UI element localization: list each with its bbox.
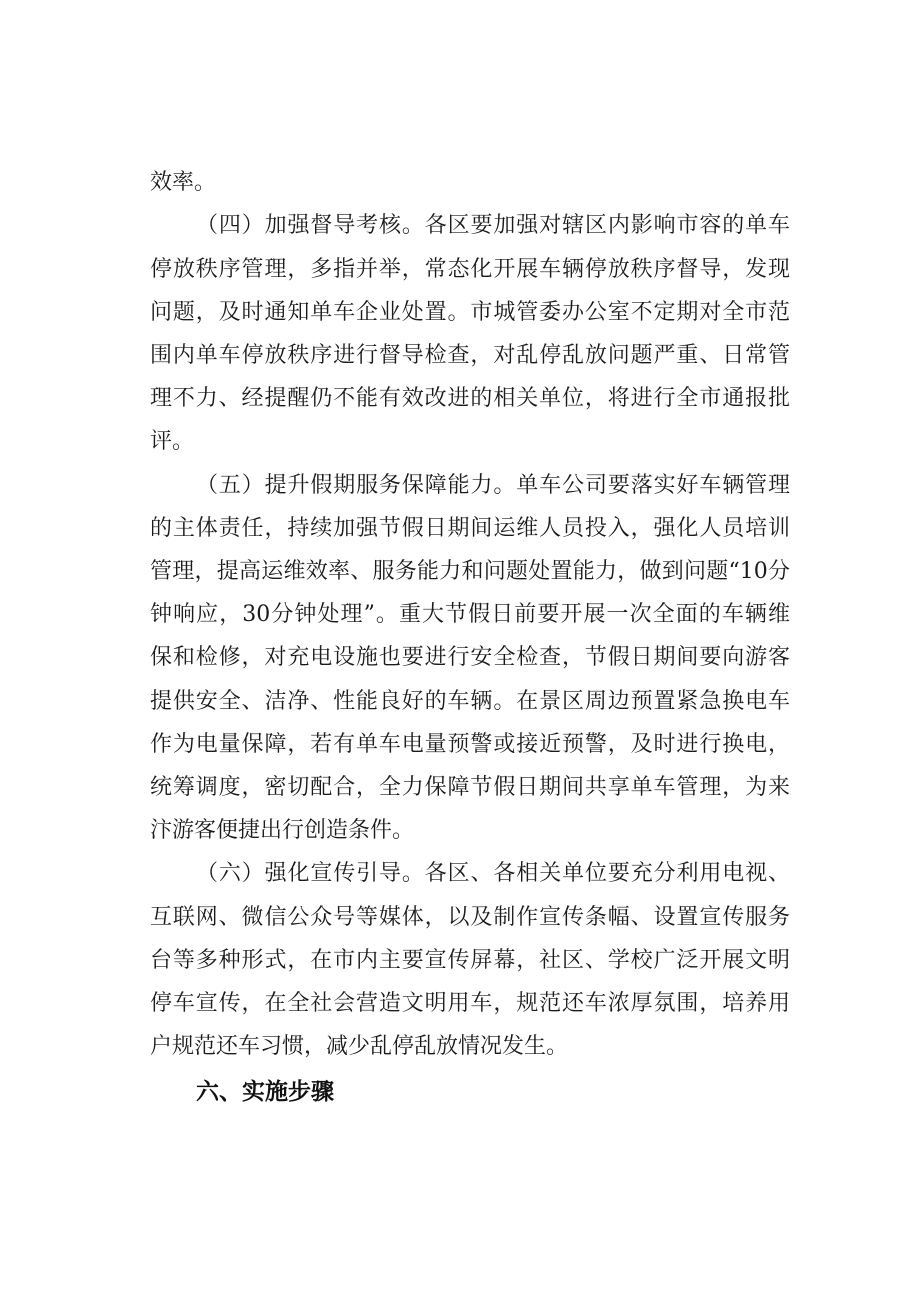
text-line-16: 汴游客便捷出行创造条件。 xyxy=(150,818,415,843)
text-line-10: 管理，提高运维效率、服务能力和问题处置能力，做到问题“10分 xyxy=(150,559,790,584)
text-line-3: 停放秩序管理，多指并举，常态化开展车辆停放秩序督导，发现 xyxy=(150,257,790,282)
text-line-5: 围内单车停放秩序进行督导检查，对乱停乱放问题严重、日常管 xyxy=(150,343,790,368)
text-line-12: 保和检修，对充电设施也要进行安全检查，节假日期间要向游客 xyxy=(150,645,790,670)
text-line-1: 效率。 xyxy=(150,170,217,195)
text-line-13: 提供安全、洁净、性能良好的车辆。在景区周边预置紧急换电车 xyxy=(150,689,790,714)
text-line-19: 台等多种形式，在市内主要宣传屏幕，社区、学校广泛开展文明 xyxy=(150,948,790,973)
text-line-20: 停车宣传，在全社会营造文明用车，规范还车浓厚氛围，培养用 xyxy=(150,991,790,1016)
text-line-7: 评。 xyxy=(150,429,195,454)
text-line-15: 统筹调度，密切配合，全力保障节假日期间共享单车管理，为来 xyxy=(150,775,790,800)
text-line-18: 互联网、微信公众号等媒体，以及制作宣传条幅、设置宣传服务 xyxy=(150,905,790,930)
text-line-4: 问题，及时通知单车企业处置。市城管委办公室不定期对全市范 xyxy=(150,300,790,325)
text-line-11: 钟响应，30分钟处理”。重大节假日前要开展一次全面的车辆维 xyxy=(150,602,790,627)
text-line-21: 户规范还车习惯，减少乱停乱放情况发生。 xyxy=(150,1034,569,1059)
paragraph-4-heading-line: （四）加强督导考核。各区要加强对辖区内影响市容的单车 xyxy=(196,213,790,238)
paragraph-6-heading-line: （六）强化宣传引导。各区、各相关单位要充分利用电视、 xyxy=(196,861,790,886)
paragraph-5-heading-line: （五）提升假期服务保障能力。单车公司要落实好车辆管理 xyxy=(196,473,790,498)
text-line-6: 理不力、经提醒仍不能有效改进的相关单位，将进行全市通报批 xyxy=(150,386,790,411)
text-line-14: 作为电量保障，若有单车电量预警或接近预警，及时进行换电， xyxy=(150,732,790,757)
section-heading: 六、实施步骤 xyxy=(196,1079,334,1105)
text-line-9: 的主体责任，持续加强节假日期间运维人员投入，强化人员培训 xyxy=(150,516,790,541)
